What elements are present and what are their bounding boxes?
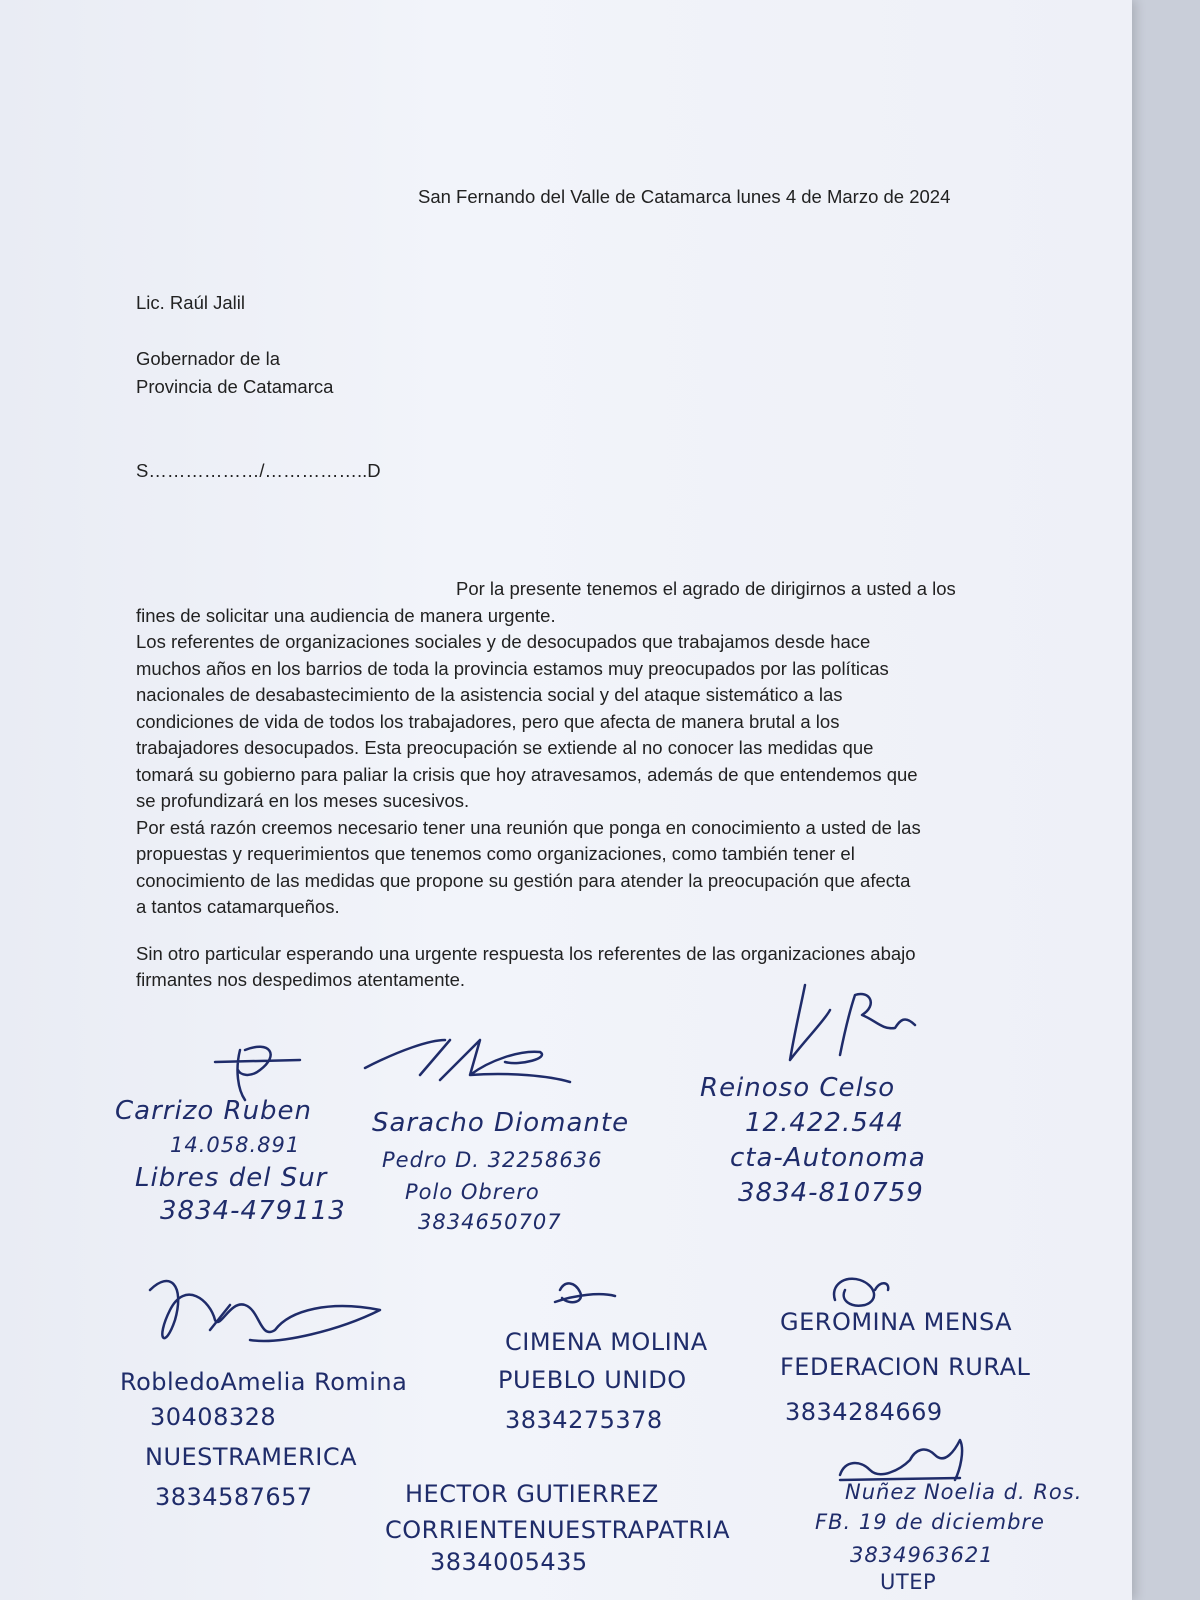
body-line: propuestas y requerimientos que tenemos como organizaciones, como también tener el [136,843,855,864]
body-line: Los referentes de organizaciones sociales y de desocupados que trabajamos desde hace [136,631,871,652]
signatory-2-org: Polo Obrero [405,1180,540,1204]
body-line: fines de solicitar una audiencia de manera urgente. [136,604,556,626]
body-line: conocimiento de las medidas que propone su gestión para atender la preocupación que afecta [136,869,911,891]
signatory-7-phone: 3834005435 [430,1548,588,1576]
recipient-name: Lic. Raúl Jalil [136,292,245,313]
signatory-8-name: Nuñez Noelia d. Ros. [845,1480,1083,1504]
signatory-8-phone: 3834963621 [850,1543,994,1567]
signatory-7-org: CORRIENTENUESTRAPATRIA [385,1516,731,1544]
body-line: se profundizará en los meses sucesivos. [136,790,470,811]
signature-mark [790,985,915,1060]
signature-mark [840,1440,962,1480]
signature-mark [834,1279,888,1306]
signature-mark [150,1281,380,1341]
closing-line: Sin otro particular esperando una urgente respuesta los referentes de las organizaciones abajo [136,942,916,964]
signatory-7-name: HECTOR GUTIERREZ [405,1480,659,1508]
signatory-2-name: Saracho Diomante [372,1108,630,1138]
signatory-3-org: cta-Autonoma [730,1143,926,1173]
signatory-5-name: CIMENA MOLINA [505,1328,708,1356]
signatory-2-phone: 3834650707 [418,1210,562,1234]
signatory-1-phone: 3834-479113 [160,1196,346,1226]
signatory-6-name: GEROMINA MENSA [780,1308,1013,1336]
signature-mark [215,1047,300,1100]
signatory-6-org: FEDERACION RURAL [780,1353,1031,1381]
signature-mark [555,1283,615,1302]
signatory-5-org: PUEBLO UNIDO [498,1366,687,1394]
body-line: Por está razón creemos necesario tener una reunión que ponga en conocimiento a usted de las [136,816,921,838]
body-line: condiciones de vida de todos los trabajadores, pero que afecta de manera brutal a los [136,710,840,732]
salutation: S………………/……………..D [136,460,381,481]
body-line: tomará su gobierno para paliar la crisis que hoy atravesamos, además de que entendemos que [136,763,918,785]
signatory-3-id: 12.422.544 [745,1108,904,1138]
body-line: muchos años en los barrios de toda la provincia estamos muy preocupados por las políticas [136,657,889,679]
signatory-6-phone: 3834284669 [785,1398,943,1426]
body-line: trabajadores desocupados. Esta preocupación se extiende al no conocer las medidas que [136,737,874,758]
signatory-2-id: Pedro D. 32258636 [382,1148,603,1172]
signatory-3-name: Reinoso Celso [700,1073,896,1103]
signature-mark [365,1040,570,1082]
signatory-5-phone: 3834275378 [505,1406,663,1434]
signatory-8-org: FB. 19 de diciembre [815,1510,1045,1534]
signatory-1-id: 14.058.891 [170,1133,301,1157]
signatory-3-phone: 3834-810759 [738,1178,924,1208]
signatory-4-id: 30408328 [150,1403,277,1431]
signatory-1-name: Carrizo Ruben [115,1096,313,1126]
date-line: San Fernando del Valle de Catamarca lunes 4 de Marzo de 2024 [418,186,951,207]
closing-line: firmantes nos despedimos atentamente. [136,969,466,990]
signatory-1-org: Libres del Sur [135,1163,328,1193]
recipient-title-2: Provincia de Catamarca [136,376,334,397]
body-line: a tantos catamarqueños. [136,896,340,917]
body-line: Por la presente tenemos el agrado de dirigirnos a usted a los [456,578,956,599]
signatory-4-org: NUESTRAMERICA [145,1443,357,1471]
body-line: nacionales de desabastecimiento de la asistencia social y del ataque sistemático a las [136,684,843,705]
signatory-8-org2: UTEP [880,1570,937,1594]
recipient-title-1: Gobernador de la [136,348,280,369]
signatory-4-name: RobledoAmelia Romina [120,1368,408,1396]
signatory-4-phone: 3834587657 [155,1483,313,1511]
